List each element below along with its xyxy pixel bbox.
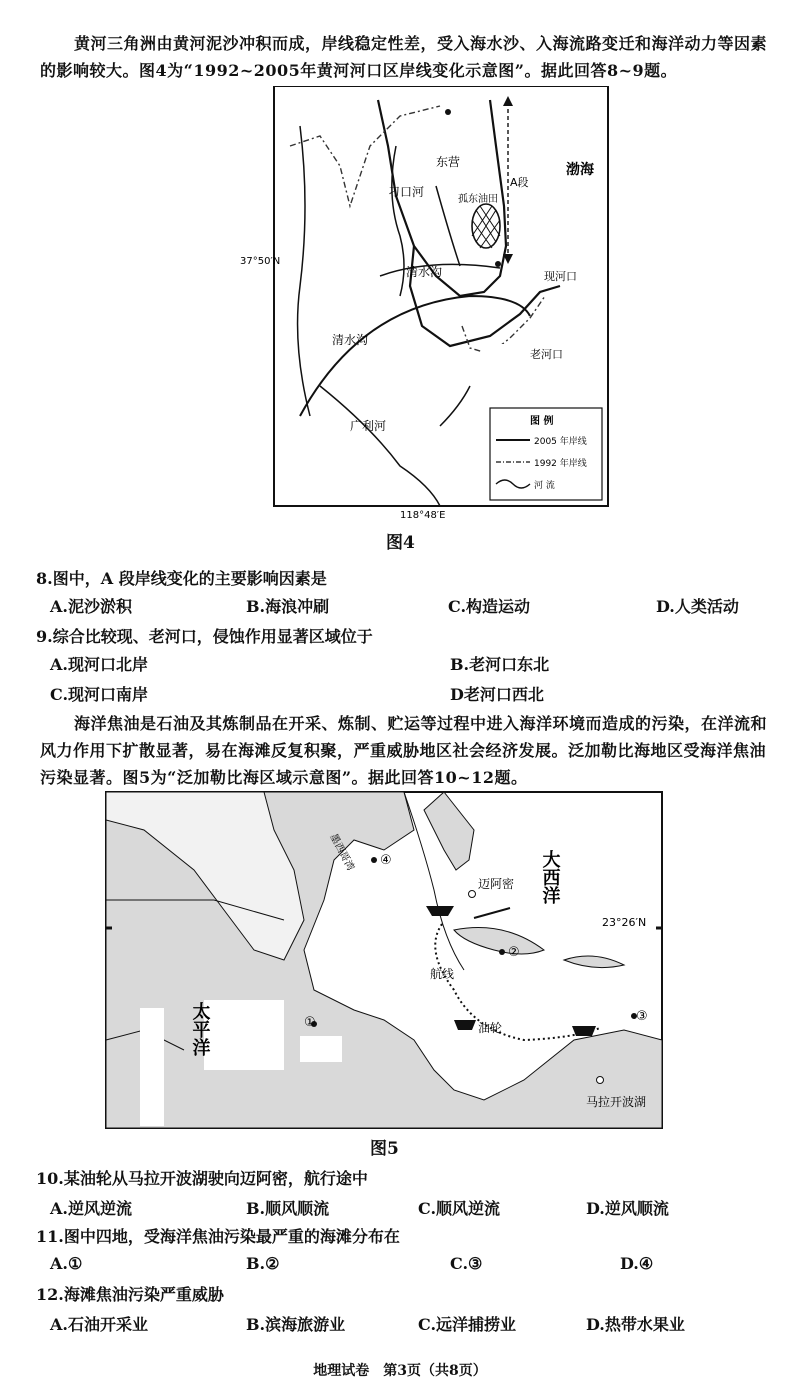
map2-atlantic-label: 大西洋 [539,850,561,904]
map2-tanker-label: 油轮 [478,1021,503,1035]
question-11-stem: 11.图中四地，受海洋焦油污染最严重的海滩分布在 [36,1227,400,1246]
q11-option-b: B.② [246,1254,280,1273]
question-12-stem: 12.海滩焦油污染严重威胁 [36,1285,224,1304]
intro-paragraph-1: 黄河三角洲由黄河泥沙冲积而成，岸线稳定性差，受入海水沙、入海流路变迁和海洋动力等因素的影响较大。图4为“1992~2005年黄河河口区岸线变化示意图”。据此回答8~9题。 [40,34,768,80]
q12-option-c: C.远洋捕捞业 [418,1315,517,1334]
map1-legend-item-river: 河 流 [534,481,555,491]
map2-gulf-label: 墨西哥湾 [327,832,356,873]
map1-guangli-label: 广利河 [350,419,387,433]
question-9-stem: 9.综合比较现、老河口，侵蚀作用显著区域位于 [36,627,373,646]
q10-option-a: A.逆风逆流 [50,1199,132,1218]
map1-seg-a-label: A段 [510,176,529,189]
map2-point-2: ② [508,945,520,960]
map1-qingshui-old-label: 清水沟 [332,333,369,347]
map1-oilfield-label: 孤东油田 [458,194,498,205]
intro-paragraph-2: 海洋焦油是石油及其炼制品在开采、炼制、贮运等过程中进入海洋环境而造成的污染，在洋流和风力作用下扩散显著，易在海滩反复积聚，严重威胁地区社会经济发展。泛加勒比海地区受海洋焦油污染显著。图5为“泛加勒比海区域示意图”。据此回答10~12题。 [40,714,768,787]
q10-option-b: B.顺风顺流 [246,1199,330,1218]
map2-miami-label: 迈阿密 [478,877,515,891]
map1-legend-item-1992: 1992 年岸线 [534,459,587,469]
map1-sea-label: 渤海 [566,162,594,178]
q10-option-c: C.顺风逆流 [418,1199,501,1218]
figure-5-caption: 图5 [370,1139,399,1159]
figure-5-map [104,790,664,1130]
q9-option-c: C.现河口南岸 [50,685,149,704]
q9-option-d: D老河口西北 [450,685,544,704]
map2-lat-label: 23°26′N [602,916,647,929]
map1-xian-hekou-label: 现河口 [544,270,577,283]
page-footer: 地理试卷 第3页（共8页） [313,1363,487,1379]
map2-route-label: 航线 [430,967,455,981]
question-10-stem: 10.某油轮从马拉开波湖驶向迈阿密，航行途中 [36,1169,368,1188]
q8-option-b: B.海浪冲刷 [246,597,330,616]
map1-lat-label: 37°50′N [240,256,281,267]
map2-maracaibo-label: 马拉开波湖 [586,1095,647,1109]
q11-option-c: C.③ [450,1254,483,1273]
figure-4-map [200,86,640,526]
q11-option-a: A.① [50,1254,83,1273]
q12-option-d: D.热带水果业 [586,1315,685,1334]
map1-lon-label: 118°48′E [400,510,446,521]
map1-dike-label: 东营 [436,155,461,169]
map1-lao-hekou-label: 老河口 [530,348,563,361]
map1-legend-title: 图 例 [530,416,554,427]
map2-pacific-label: 太平洋 [189,1002,211,1056]
question-8-stem: 8.图中，A 段岸线变化的主要影响因素是 [36,569,327,588]
map1-qingshui-new-label: 清水沟 [406,265,443,279]
q8-option-c: C.构造运动 [448,597,531,616]
q8-option-d: D.人类活动 [656,597,739,616]
q9-option-b: B.老河口东北 [450,655,550,674]
figure-4-caption: 图4 [386,533,415,553]
map2-point-1: ① [304,1015,316,1030]
q8-option-a: A.泥沙淤积 [50,597,132,616]
map1-diaokou-label: 刁口河 [388,185,425,199]
map2-point-4: ④ [380,853,392,868]
map2-point-3: ③ [636,1009,648,1024]
q10-option-d: D.逆风顺流 [586,1199,669,1218]
q9-option-a: A.现河口北岸 [50,655,148,674]
q11-option-d: D.④ [620,1254,654,1273]
map1-legend-item-2005: 2005 年岸线 [534,437,587,447]
q12-option-a: A.石油开采业 [50,1315,148,1334]
q12-option-b: B.滨海旅游业 [246,1315,346,1334]
